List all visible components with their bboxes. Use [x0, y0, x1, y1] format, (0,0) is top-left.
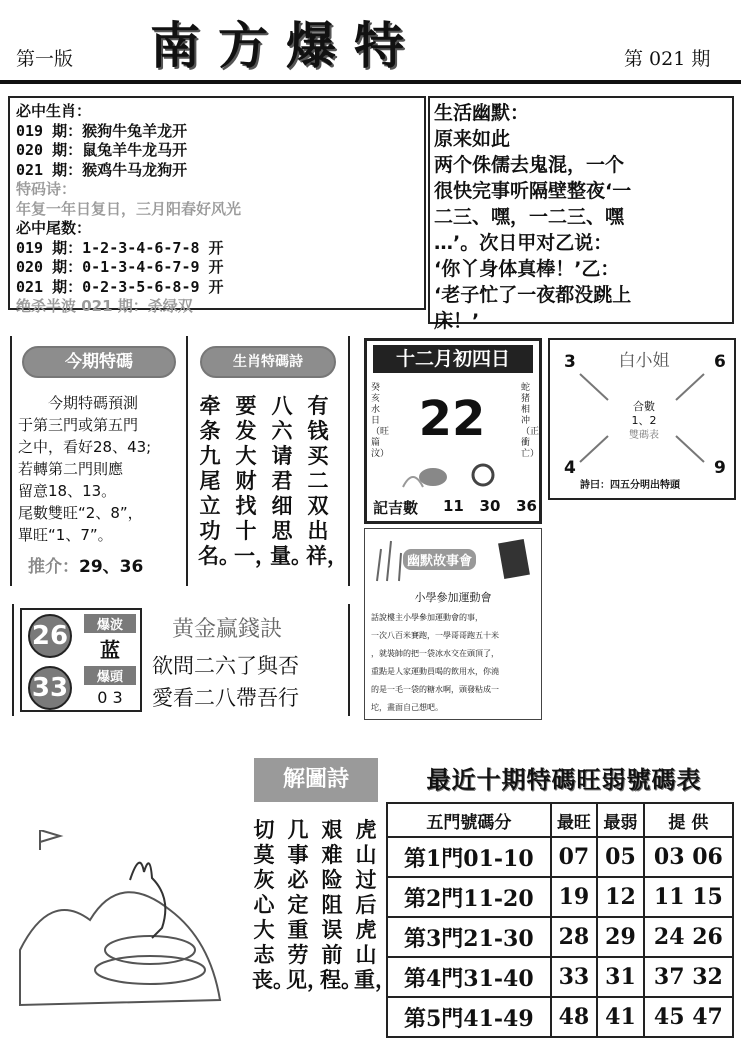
poem-text: 年复一年日复日，三月阳春好风光 [16, 199, 242, 218]
table-header: 最旺 [551, 803, 598, 837]
gold-box [12, 604, 350, 716]
gold-numbers [20, 608, 142, 712]
gold-tag: 爆頭 [84, 666, 136, 685]
table-cell: 29 [597, 917, 644, 957]
jietu-column: 几事必定重劳见， [286, 818, 328, 992]
gold-content [152, 650, 299, 714]
table-cell: 31 [597, 957, 644, 997]
zodiac-line: 020 期：鼠兔羊牛龙马开 [16, 141, 188, 159]
humor-line: 两个侏儒去鬼混，一个 [434, 154, 625, 176]
table-cell: 48 [551, 997, 598, 1037]
humor-line: 二三、嘿，一二三、嘿 [434, 206, 625, 228]
table-cell: 11 15 [644, 877, 733, 917]
poem-column: 要发大财找十一， [234, 394, 276, 568]
miss-poem: 詩曰：四五分明出特頭 [580, 480, 680, 491]
header-rule [0, 80, 741, 84]
rabbit-illustration [10, 830, 250, 1020]
special-line: 尾數雙旺“2、8”， [18, 504, 143, 522]
edition-label: 第一版 [16, 48, 74, 70]
table-cell: 第1門01-10 [387, 837, 551, 877]
zodiac-box [8, 96, 426, 315]
lucky-number: 30 [479, 497, 501, 515]
table-header-row [387, 803, 733, 837]
table-row [387, 957, 733, 997]
special-line: 若轉第二門則應 [18, 460, 124, 478]
story-line: 話說樓主小學參加運動會的事， [371, 613, 483, 622]
zodiac-animals-image [393, 459, 513, 493]
tail-line: 020 期：0-1-3-4-6-7-9 开 [16, 258, 224, 276]
lucky-numbers [443, 497, 537, 515]
zodiac-poem-box [186, 336, 350, 586]
calendar-date: 十二月初四日 [373, 345, 533, 373]
lucky-label: 記吉數 [373, 499, 419, 517]
jietu-column: 虎山过后虎山重， [354, 818, 396, 992]
gold-tag: 爆波 [84, 614, 136, 633]
story-box [364, 528, 542, 720]
special-line: 之中，看好28、43; [18, 438, 152, 456]
recommend-value: 29、36 [79, 557, 144, 577]
special-line: 今期特碼預測 [48, 394, 139, 412]
table-cell: 03 06 [644, 837, 733, 877]
poem-label: 特码诗： [16, 180, 77, 198]
zodiac-line: 019 期：猴狗牛兔羊龙开 [16, 121, 188, 140]
corner-number: 9 [714, 458, 726, 478]
table-cell: 28 [551, 917, 598, 957]
table-row [387, 917, 733, 957]
animals-icon [393, 459, 513, 493]
tail-line: 021 期：0-2-3-5-6-8-9 开 [16, 277, 224, 296]
table-cell: 第3門21-30 [387, 917, 551, 957]
table-header: 提 供 [644, 803, 733, 837]
sum-value: 1、2 [631, 414, 657, 427]
table-cell: 第4門31-40 [387, 957, 551, 997]
table-cell: 41 [597, 997, 644, 1037]
special-content [18, 392, 151, 546]
miss-bai-title: 白小姐 [618, 351, 670, 371]
table-cell: 05 [597, 837, 644, 877]
special-line: 單旺“1、7”。 [18, 526, 113, 544]
calendar-day: 22 [418, 391, 486, 447]
gold-digits: 0 3 [97, 688, 123, 707]
table-cell: 24 26 [644, 917, 733, 957]
gold-line: 欲問二六了與否 [152, 654, 299, 678]
recommend-label: 推介： [28, 557, 79, 577]
poem-column: 牵条九尾立功名。 [198, 394, 240, 568]
table-cell: 33 [551, 957, 598, 997]
humor-line: …’。次日甲对乙说： [434, 232, 613, 254]
table-cell: 第2門11-20 [387, 877, 551, 917]
lucky-number: 36 [516, 497, 537, 515]
story-line: 重點是人家運動員喝的飲用水，你澆 [371, 667, 499, 676]
miss-bai-box [548, 338, 736, 500]
kill-line: 绝杀半波 021 期：杀绿双 [16, 297, 193, 315]
table-row [387, 837, 733, 877]
poem-column: 八六请君细思量。 [270, 394, 312, 568]
story-line: 一次八百米賽跑，一學哥哥跑五十米 [371, 631, 499, 640]
calendar-left-note: 癸亥水日（旺篇汶） [371, 383, 390, 459]
humor-line: 原来如此 [434, 128, 511, 150]
story-line: ，就裝帥的把一袋冰水交在頭頂了， [371, 649, 499, 658]
special-line: 于第三門或第五門 [18, 416, 139, 434]
recommend-row [28, 552, 143, 577]
story-line: 坨，畫面自己想吧。 [371, 703, 443, 712]
zodiac-heading: 必中生肖： [16, 102, 92, 120]
story-banner: 幽默故事會 [403, 549, 476, 570]
book-icon [497, 537, 533, 581]
tail-heading: 必中尾数： [16, 219, 92, 237]
calendar-right-note: 蛇猪相冲（正衝亡） [521, 383, 540, 459]
zodiac-line: 021 期：猴鸡牛马龙狗开 [16, 160, 188, 179]
calendar-box [364, 338, 542, 524]
humor-line: 床！’ [434, 310, 480, 332]
tail-line: 019 期：1-2-3-4-6-7-8 开 [16, 238, 224, 257]
story-content [371, 609, 539, 717]
jietu-box [250, 758, 396, 1020]
lucky-number: 11 [443, 497, 464, 515]
zodiac-poem-title: 生肖特碼詩 [200, 346, 336, 378]
humor-line: ‘你丫身体真棒！’乙： [434, 258, 620, 280]
gold-line: 愛看二八帶吾行 [152, 686, 299, 710]
jietu-column: 切莫灰心大志丧。 [252, 818, 294, 992]
table-cell: 第5門41-49 [387, 997, 551, 1037]
number-circle: 33 [28, 666, 72, 710]
humor-box [428, 96, 734, 332]
gold-color: 蓝 [100, 638, 120, 662]
story-line: 的是一毛一袋的糖水啊，頭發粘成一 [371, 685, 499, 694]
story-banner-area [371, 535, 535, 583]
page-title: 南方爆特 [150, 16, 422, 75]
table-row [387, 877, 733, 917]
humor-line: ‘老子忙了一夜都没跳上 [434, 284, 632, 306]
humor-content [434, 100, 631, 334]
jietu-column: 艰难险阻误前程。 [320, 818, 362, 992]
corner-number: 3 [564, 352, 576, 372]
humor-line: 很快完事听隔壁整夜‘一 [434, 180, 632, 202]
jietu-title: 解圖詩 [254, 758, 378, 802]
table-cell: 37 32 [644, 957, 733, 997]
special-box [10, 336, 190, 586]
special-line: 留意18、13。 [18, 482, 117, 500]
number-circle: 26 [28, 614, 72, 658]
poem-column: 有钱买二双出祥， [306, 394, 348, 568]
table-row [387, 997, 733, 1037]
table-title: 最近十期特碼旺弱號碼表 [426, 765, 702, 794]
special-title: 今期特碼 [22, 346, 176, 378]
corner-number: 6 [714, 352, 726, 372]
humor-heading: 生活幽默： [434, 102, 530, 124]
table-header: 五門號碼分 [387, 803, 551, 837]
table-cell: 45 47 [644, 997, 733, 1037]
issue-label: 第 021 期 [624, 48, 711, 70]
corner-number: 4 [564, 458, 576, 478]
hot-cold-table [386, 802, 734, 1038]
sum-sub: 雙碼表 [629, 430, 659, 441]
sum-label: 合數 [633, 400, 655, 413]
table-cell: 19 [551, 877, 598, 917]
table-header: 最弱 [597, 803, 644, 837]
table-cell: 12 [597, 877, 644, 917]
table-cell: 07 [551, 837, 598, 877]
zodiac-content [16, 102, 241, 317]
story-title: 小學參加運動會 [414, 591, 492, 604]
gold-title: 黄金赢錢訣 [172, 617, 283, 642]
